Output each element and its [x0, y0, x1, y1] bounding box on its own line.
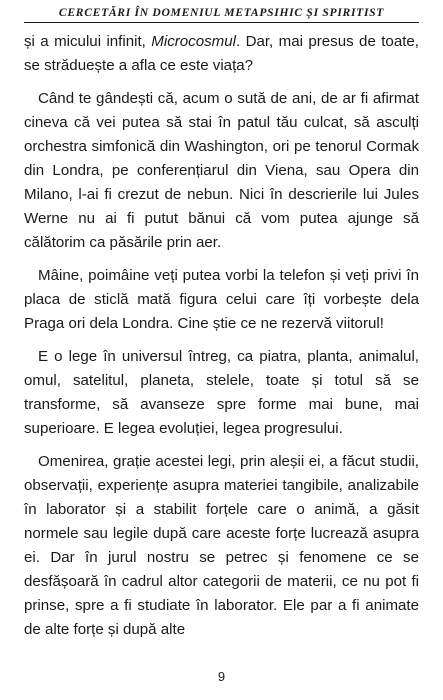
paragraph-1-text-end: . Dar, mai presus de toate, se străduește a afla ce este viața?: [24, 33, 419, 74]
body-text: [24, 30, 419, 642]
page-number: 9: [217, 669, 226, 684]
paragraph-5: Omenirea, grație acestei legi, prin aleșii ei, a făcut studii, observații, experiențe asupra materiei tangibile, analizabile în laborator și a stabilit forțele care o animă, a găsit normele sau legile după care aceste forțe lucrează asupra ei. Dar în jurul nostru se petrec și fenomene ce se desfășoară în cadrul altor categorii de materii, ce nu pot fi prinse, spre a fi studiate în laborator. Ele par a fi animate de alte forțe și după alte: [24, 453, 419, 638]
paragraph-1-text-start: și a micului infinit,: [24, 33, 152, 50]
paragraph-3: Mâine, poimâine veți putea vorbi la telefon și veți privi în placa de sticlă mată figura celui care îți vorbește dela Praga ori dela Londra. Cine știe ce ne rezervă viitorul!: [24, 267, 419, 332]
running-head-title: CERCETĂRI ÎN DOMENIUL METAPSIHIC ȘI SPIRITIST: [58, 6, 385, 19]
paragraph-1: [24, 30, 419, 78]
paragraph-4: E o lege în universul întreg, ca piatra, planta, animalul, omul, satelitul, planeta, stelele, toate și totul să se transforme, să avanseze spre forme mai bune, mai superioare. E legea evoluției, legea progresului.: [24, 348, 419, 437]
italic-term-microcosmul: Microcosmul: [151, 33, 236, 50]
paragraph-2: Când te gândești că, acum o sută de ani, de ar fi afirmat cineva că vei putea să stai în patul tău culcat, să asculți orchestra simfonică din Washington, ori pe tenorul Cormak din Londra, pe conferențiarul din Viena, sau Opera din Milano, l-ai fi crezut de nebun. Nici în descrierile lui Jules Werne nu ai fi putut bănui că vom putea ajunge să călătorim ca păsările prin aer.: [24, 90, 419, 251]
header-rule: [24, 22, 419, 23]
